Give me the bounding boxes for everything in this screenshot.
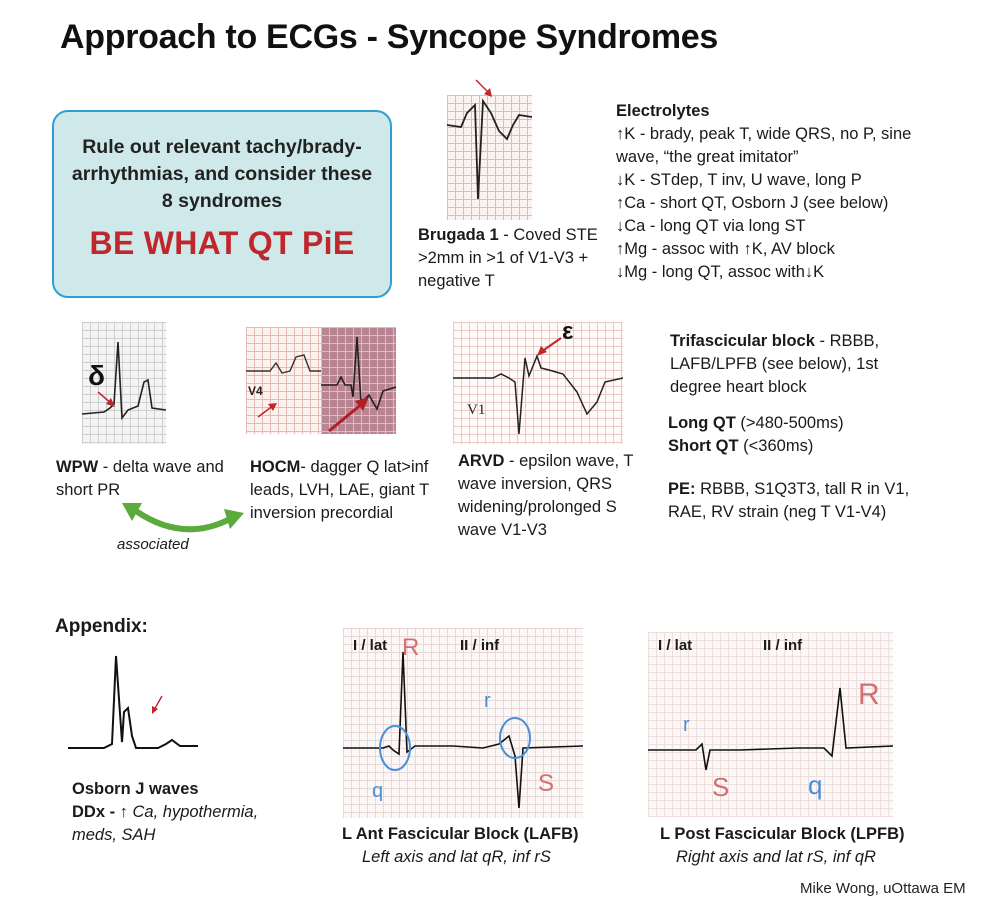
hocm-ecg-left [246, 327, 321, 434]
electrolyte-line: ↑Ca - short QT, Osborn J (see below) [616, 194, 889, 212]
electrolytes-heading: Electrolytes [616, 102, 710, 120]
lpfb-desc: Right axis and lat rS, inf qR [676, 848, 876, 866]
long-qt-name: Long QT [668, 414, 736, 432]
short-qt-text [668, 435, 813, 458]
trifascicular-text [670, 330, 915, 399]
pe-name: PE: [668, 480, 696, 498]
delta-symbol: δ [88, 360, 105, 391]
associated-label: associated [117, 536, 189, 553]
lpfb-S: S [712, 772, 730, 802]
long-qt-text [668, 412, 844, 435]
electrolyte-line: ↑K - brady, peak T, wide QRS, no P, sine wave, “the great imitator” [616, 125, 912, 166]
arvd-ecg [453, 322, 623, 444]
lafb-R: R [402, 634, 420, 661]
lafb-lead1: I / lat [353, 637, 388, 654]
wpw-desc: - delta wave and short PR [56, 458, 224, 499]
appendix-heading: Appendix: [55, 616, 148, 637]
arvd-lead-label: V1 [467, 402, 486, 418]
electrolyte-line: ↑Mg - assoc with ↑K, AV block [616, 240, 835, 258]
wpw-name: WPW [56, 458, 99, 476]
electrolyte-line: ↓Mg - long QT, assoc with↓K [616, 263, 825, 281]
brugada-text [418, 224, 598, 293]
epsilon-symbol: ε [562, 318, 574, 345]
lpfb-q: q [808, 770, 823, 800]
electrolyte-line: ↓K - STdep, T inv, U wave, long P [616, 171, 862, 189]
arvd-desc: - epsilon wave, T wave inversion, QRS widening/prolonged S wave V1-V3 [458, 452, 634, 539]
hocm-desc: - dagger Q lat>inf leads, LVH, LAE, giant T inversion precordial [250, 458, 429, 522]
long-qt-desc: (>480-500ms) [735, 414, 844, 432]
pe-desc: RBBB, S1Q3T3, tall R in V1, RAE, RV strain (neg T V1-V4) [668, 480, 910, 521]
brugada-ecg [447, 95, 532, 220]
mnemonic: BE WHAT QT PiE [89, 225, 355, 261]
lafb-q: q [372, 780, 384, 802]
hocm-trace-left [246, 327, 321, 434]
osborn-trace [68, 652, 198, 762]
osborn-name: Osborn J waves [72, 780, 199, 798]
page-title: Approach to ECGs - Syncope Syndromes [60, 18, 718, 56]
hocm-trace-right [321, 327, 396, 434]
lpfb-lead2: II / inf [763, 637, 803, 654]
lafb-lead2: II / inf [460, 637, 500, 654]
lafb-S: S [538, 770, 555, 797]
callout-text: Rule out relevant tachy/brady-arrhythmias, and consider these 8 syndromes [71, 136, 373, 212]
lpfb-R: R [858, 678, 880, 711]
lpfb-r: r [683, 714, 690, 736]
arvd-trace [453, 322, 623, 444]
hocm-name: HOCM [250, 458, 301, 476]
lpfb-name: L Post Fascicular Block (LPFB) [660, 825, 905, 843]
hocm-ecg-right [321, 327, 396, 434]
credit: Mike Wong, uOttawa EM [800, 880, 966, 897]
brugada-trace [447, 95, 532, 220]
electrolyte-line: ↓Ca - long QT via long ST [616, 217, 806, 235]
hocm-lead-label: V4 [248, 384, 263, 398]
trifascicular-desc: - RBBB, LAFB/LPFB (see below), 1st degree heart block [670, 332, 880, 396]
brugada-arrow-icon [474, 78, 498, 100]
brugada-desc: - Coved STE >2mm in >1 of V1-V3 + negative T [418, 226, 598, 290]
lafb-desc: Left axis and lat qR, inf rS [362, 848, 551, 866]
lafb-name: L Ant Fascicular Block (LAFB) [342, 825, 579, 843]
short-qt-name: Short QT [668, 437, 739, 455]
brugada-name: Brugada 1 [418, 226, 499, 244]
lafb-r: r [484, 690, 491, 712]
electrolytes-block [616, 100, 916, 284]
mnemonic-callout [52, 110, 392, 298]
osborn-ddx-label: DDx - [72, 803, 120, 821]
arvd-name: ARVD [458, 452, 505, 470]
osborn-text [72, 778, 302, 847]
trifascicular-name: Trifascicular block [670, 332, 815, 350]
pe-text [668, 478, 933, 524]
hocm-text [250, 456, 435, 525]
osborn-ddx: ↑ Ca, hypothermia, meds, SAH [72, 803, 259, 844]
arvd-text [458, 450, 658, 542]
lpfb-lead1: I / lat [658, 637, 693, 654]
short-qt-desc: (<360ms) [738, 437, 814, 455]
